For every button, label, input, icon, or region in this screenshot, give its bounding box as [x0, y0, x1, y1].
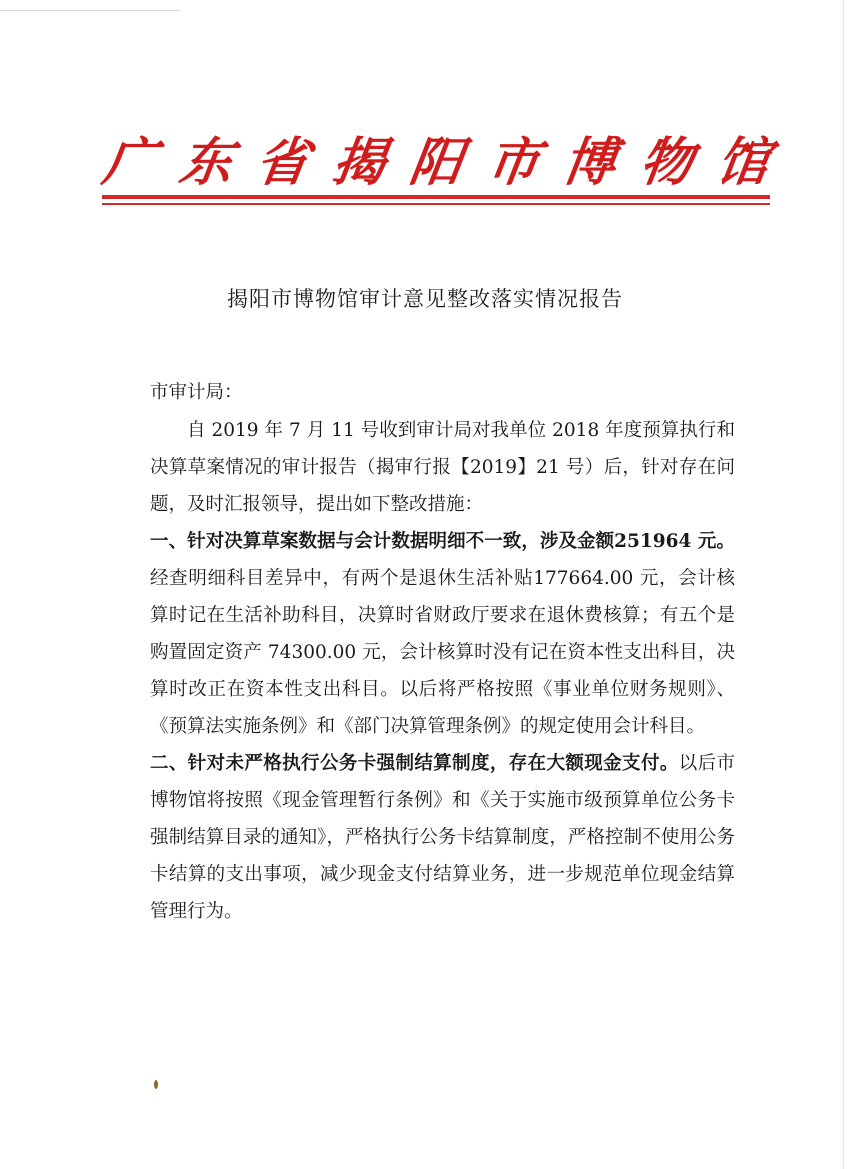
- letterhead-char: 物: [636, 131, 697, 193]
- letterhead-char: 博: [559, 131, 621, 193]
- item-1-heading: 一、针对决算草案数据与会计数据明细不一致，涉及金额251964 元。: [150, 531, 735, 552]
- scan-edge-mark: [843, 0, 844, 1169]
- letterhead-char: 广: [99, 131, 160, 193]
- letterhead: [99, 122, 774, 193]
- letterhead-char: 阳: [405, 131, 467, 193]
- item-1-body: 经查明细科目差异中，有两个是退休生活补贴177664.00 元，会计核算时记在生活补助科目，决算时省财政厅要求在退休费核算；有五个是购置固定资产 74300.00 元，会计核算时没有记在资本性支出科目，决算时改正在资本性支出科目。以后将严格按照《事业单位财务规则》、《预算法实施条例》和《部门决算管理条例》的规定使用会计科目。: [150, 568, 735, 737]
- letterhead-char: 东: [175, 131, 237, 193]
- item-2-heading: 二、针对未严格执行公务卡强制结算制度，存在大额现金支付。: [150, 753, 679, 774]
- letterhead-char: 揭: [329, 131, 390, 193]
- scan-speck: [154, 1080, 158, 1089]
- item-2-paragraph: [150, 745, 735, 930]
- letterhead-char: 省: [252, 131, 314, 193]
- item-1-paragraph: [150, 523, 735, 745]
- item-2-body: 以后市博物馆将按照《现金管理暂行条例》和《关于实施市级预算单位公务卡强制结算目录的通知》，严格执行公务卡结算制度，严格控制不使用公务卡结算的支出事项，减少现金支付结算业务，进一步规范单位现金结算管理行为。: [150, 753, 735, 922]
- scan-edge-mark: [0, 10, 180, 11]
- document-title: 揭阳市博物馆审计意见整改落实情况报告: [227, 287, 623, 311]
- salutation: 市审计局：: [150, 382, 243, 403]
- letterhead-char: 市: [482, 131, 544, 193]
- letterhead-rule-thick: [102, 195, 770, 199]
- intro-paragraph: 自 2019 年 7 月 11 号收到审计局对我单位 2018 年度预算执行和决算草案情况的审计报告（揭审行报【2019】21 号）后，针对存在问题，及时汇报领导，提出如下整改措施：: [150, 420, 735, 515]
- document-body: [150, 412, 735, 930]
- letterhead-char: 馆: [712, 131, 774, 193]
- letterhead-rule-thin: [102, 203, 770, 205]
